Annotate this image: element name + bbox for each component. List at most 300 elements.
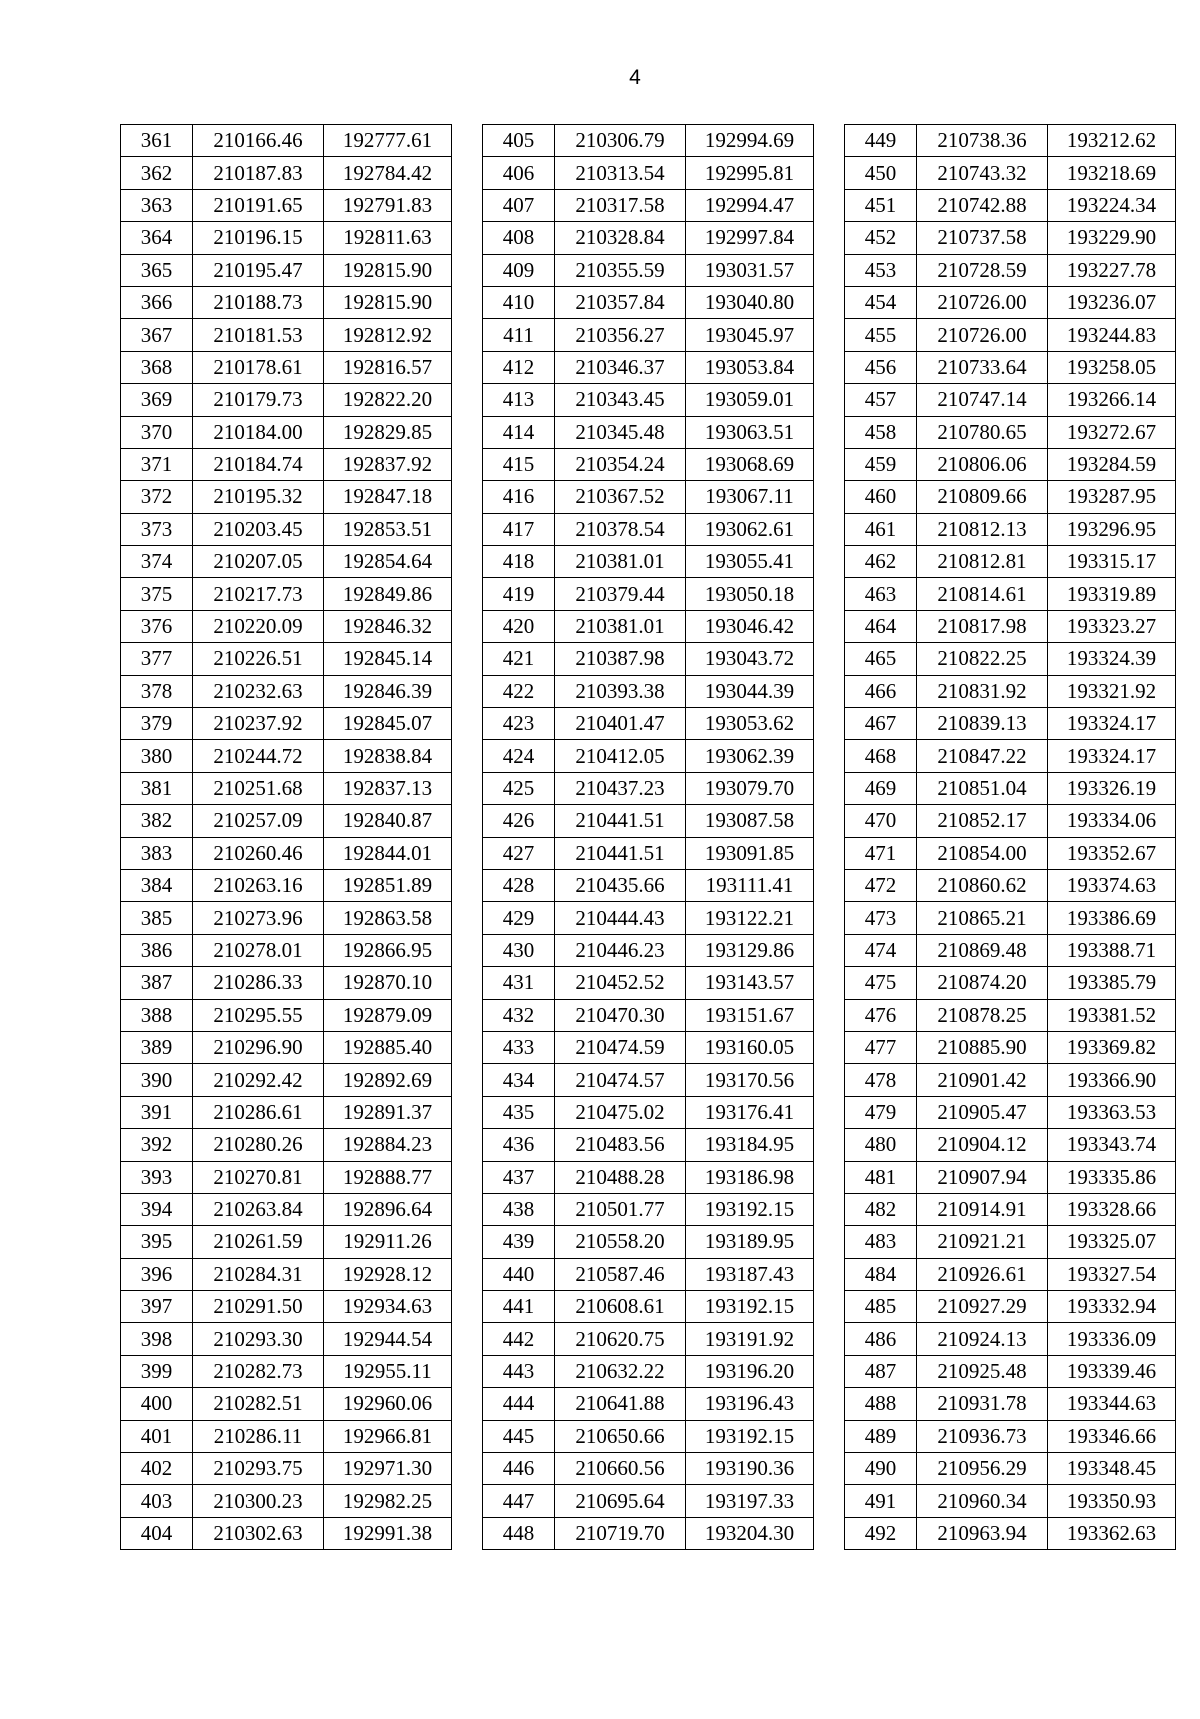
table-row <box>121 1161 452 1193</box>
x-coordinate-cell: 210355.59 <box>555 254 686 286</box>
x-coordinate-cell: 210854.00 <box>917 837 1048 869</box>
table-row <box>845 1064 1176 1096</box>
x-coordinate-cell: 210904.12 <box>917 1129 1048 1161</box>
x-coordinate-cell: 210226.51 <box>193 643 324 675</box>
y-coordinate-cell: 192784.42 <box>324 157 452 189</box>
table-row <box>121 1355 452 1387</box>
point-number-cell: 433 <box>483 1031 555 1063</box>
point-number-cell: 492 <box>845 1517 917 1549</box>
point-number-cell: 424 <box>483 740 555 772</box>
table-row <box>845 1420 1176 1452</box>
y-coordinate-cell: 193197.33 <box>686 1485 814 1517</box>
table-row <box>845 999 1176 1031</box>
point-number-cell: 423 <box>483 708 555 740</box>
table-row <box>483 481 814 513</box>
point-number-cell: 404 <box>121 1517 193 1549</box>
y-coordinate-cell: 193325.07 <box>1048 1226 1176 1258</box>
point-number-cell: 377 <box>121 643 193 675</box>
x-coordinate-cell: 210207.05 <box>193 546 324 578</box>
table-row <box>121 1485 452 1517</box>
x-coordinate-cell: 210641.88 <box>555 1388 686 1420</box>
y-coordinate-cell: 193363.53 <box>1048 1096 1176 1128</box>
table-row <box>483 513 814 545</box>
table-row <box>121 1031 452 1063</box>
table-row <box>483 1420 814 1452</box>
point-number-cell: 429 <box>483 902 555 934</box>
point-number-cell: 435 <box>483 1096 555 1128</box>
y-coordinate-cell: 192879.09 <box>324 999 452 1031</box>
y-coordinate-cell: 193327.54 <box>1048 1258 1176 1290</box>
y-coordinate-cell: 193143.57 <box>686 967 814 999</box>
table-row <box>483 319 814 351</box>
x-coordinate-cell: 210286.61 <box>193 1096 324 1128</box>
x-coordinate-cell: 210632.22 <box>555 1355 686 1387</box>
table-row <box>483 448 814 480</box>
y-coordinate-cell: 193191.92 <box>686 1323 814 1355</box>
x-coordinate-cell: 210885.90 <box>917 1031 1048 1063</box>
y-coordinate-cell: 192863.58 <box>324 902 452 934</box>
table-row <box>121 254 452 286</box>
table-row <box>483 643 814 675</box>
point-number-cell: 469 <box>845 772 917 804</box>
y-coordinate-cell: 193344.63 <box>1048 1388 1176 1420</box>
y-coordinate-cell: 193321.92 <box>1048 675 1176 707</box>
table-row <box>845 643 1176 675</box>
y-coordinate-cell: 193196.20 <box>686 1355 814 1387</box>
point-number-cell: 406 <box>483 157 555 189</box>
y-coordinate-cell: 193346.66 <box>1048 1420 1176 1452</box>
y-coordinate-cell: 192896.64 <box>324 1193 452 1225</box>
x-coordinate-cell: 210302.63 <box>193 1517 324 1549</box>
y-coordinate-cell: 193258.05 <box>1048 351 1176 383</box>
x-coordinate-cell: 210293.30 <box>193 1323 324 1355</box>
point-number-cell: 472 <box>845 869 917 901</box>
table-row <box>845 157 1176 189</box>
point-number-cell: 439 <box>483 1226 555 1258</box>
x-coordinate-cell: 210401.47 <box>555 708 686 740</box>
y-coordinate-cell: 192892.69 <box>324 1064 452 1096</box>
y-coordinate-cell: 193386.69 <box>1048 902 1176 934</box>
y-coordinate-cell: 192846.39 <box>324 675 452 707</box>
table-row <box>483 157 814 189</box>
y-coordinate-cell: 192853.51 <box>324 513 452 545</box>
table-row <box>121 513 452 545</box>
table-row <box>121 740 452 772</box>
x-coordinate-cell: 210220.09 <box>193 610 324 642</box>
table-row <box>483 772 814 804</box>
x-coordinate-cell: 210393.38 <box>555 675 686 707</box>
point-number-cell: 425 <box>483 772 555 804</box>
table-row <box>483 286 814 318</box>
x-coordinate-cell: 210203.45 <box>193 513 324 545</box>
table-row <box>121 481 452 513</box>
x-coordinate-cell: 210446.23 <box>555 934 686 966</box>
x-coordinate-cell: 210195.47 <box>193 254 324 286</box>
table-row <box>121 416 452 448</box>
table-row <box>845 1031 1176 1063</box>
point-number-cell: 370 <box>121 416 193 448</box>
y-coordinate-cell: 192997.84 <box>686 222 814 254</box>
point-number-cell: 361 <box>121 125 193 157</box>
x-coordinate-cell: 210831.92 <box>917 675 1048 707</box>
point-number-cell: 411 <box>483 319 555 351</box>
point-number-cell: 465 <box>845 643 917 675</box>
y-coordinate-cell: 192885.40 <box>324 1031 452 1063</box>
point-number-cell: 434 <box>483 1064 555 1096</box>
x-coordinate-cell: 210184.74 <box>193 448 324 480</box>
y-coordinate-cell: 193176.41 <box>686 1096 814 1128</box>
x-coordinate-cell: 210328.84 <box>555 222 686 254</box>
x-coordinate-cell: 210474.59 <box>555 1031 686 1063</box>
table-row <box>845 1291 1176 1323</box>
x-coordinate-cell: 210747.14 <box>917 384 1048 416</box>
point-number-cell: 489 <box>845 1420 917 1452</box>
x-coordinate-cell: 210367.52 <box>555 481 686 513</box>
y-coordinate-cell: 192812.92 <box>324 319 452 351</box>
x-coordinate-cell: 210293.75 <box>193 1453 324 1485</box>
table-row <box>121 869 452 901</box>
y-coordinate-cell: 193324.17 <box>1048 708 1176 740</box>
table-row <box>845 319 1176 351</box>
x-coordinate-cell: 210296.90 <box>193 1031 324 1063</box>
table-row <box>845 546 1176 578</box>
point-number-cell: 443 <box>483 1355 555 1387</box>
x-coordinate-cell: 210620.75 <box>555 1323 686 1355</box>
table-row <box>483 416 814 448</box>
table-row <box>845 513 1176 545</box>
table-row <box>483 546 814 578</box>
table-row <box>845 869 1176 901</box>
y-coordinate-cell: 192991.38 <box>324 1517 452 1549</box>
y-coordinate-cell: 193079.70 <box>686 772 814 804</box>
point-number-cell: 365 <box>121 254 193 286</box>
y-coordinate-cell: 192811.63 <box>324 222 452 254</box>
point-number-cell: 382 <box>121 805 193 837</box>
x-coordinate-cell: 210284.31 <box>193 1258 324 1290</box>
point-number-cell: 436 <box>483 1129 555 1161</box>
x-coordinate-cell: 210237.92 <box>193 708 324 740</box>
x-coordinate-cell: 210232.63 <box>193 675 324 707</box>
y-coordinate-cell: 193323.27 <box>1048 610 1176 642</box>
y-coordinate-cell: 192955.11 <box>324 1355 452 1387</box>
point-number-cell: 458 <box>845 416 917 448</box>
point-number-cell: 479 <box>845 1096 917 1128</box>
y-coordinate-cell: 193381.52 <box>1048 999 1176 1031</box>
point-number-cell: 373 <box>121 513 193 545</box>
table-row <box>121 902 452 934</box>
y-coordinate-cell: 193266.14 <box>1048 384 1176 416</box>
point-number-cell: 438 <box>483 1193 555 1225</box>
coordinate-table-2 <box>482 124 814 1550</box>
y-coordinate-cell: 192851.89 <box>324 869 452 901</box>
x-coordinate-cell: 210441.51 <box>555 837 686 869</box>
x-coordinate-cell: 210381.01 <box>555 610 686 642</box>
x-coordinate-cell: 210814.61 <box>917 578 1048 610</box>
table-row <box>483 708 814 740</box>
table-row <box>483 384 814 416</box>
y-coordinate-cell: 193339.46 <box>1048 1355 1176 1387</box>
x-coordinate-cell: 210470.30 <box>555 999 686 1031</box>
x-coordinate-cell: 210738.36 <box>917 125 1048 157</box>
y-coordinate-cell: 193388.71 <box>1048 934 1176 966</box>
table-row <box>121 708 452 740</box>
point-number-cell: 376 <box>121 610 193 642</box>
y-coordinate-cell: 193224.34 <box>1048 189 1176 221</box>
point-number-cell: 388 <box>121 999 193 1031</box>
y-coordinate-cell: 193190.36 <box>686 1453 814 1485</box>
point-number-cell: 415 <box>483 448 555 480</box>
point-number-cell: 432 <box>483 999 555 1031</box>
x-coordinate-cell: 210587.46 <box>555 1258 686 1290</box>
y-coordinate-cell: 193332.94 <box>1048 1291 1176 1323</box>
point-number-cell: 394 <box>121 1193 193 1225</box>
table-row <box>845 675 1176 707</box>
point-number-cell: 363 <box>121 189 193 221</box>
point-number-cell: 457 <box>845 384 917 416</box>
x-coordinate-cell: 210812.81 <box>917 546 1048 578</box>
y-coordinate-cell: 193170.56 <box>686 1064 814 1096</box>
table-row <box>845 448 1176 480</box>
point-number-cell: 417 <box>483 513 555 545</box>
x-coordinate-cell: 210869.48 <box>917 934 1048 966</box>
table-row <box>845 1388 1176 1420</box>
table-row <box>121 578 452 610</box>
y-coordinate-cell: 193031.57 <box>686 254 814 286</box>
table-row <box>121 1129 452 1161</box>
x-coordinate-cell: 210907.94 <box>917 1161 1048 1193</box>
point-number-cell: 383 <box>121 837 193 869</box>
y-coordinate-cell: 193272.67 <box>1048 416 1176 448</box>
point-number-cell: 488 <box>845 1388 917 1420</box>
y-coordinate-cell: 192837.13 <box>324 772 452 804</box>
point-number-cell: 399 <box>121 1355 193 1387</box>
y-coordinate-cell: 193055.41 <box>686 546 814 578</box>
point-number-cell: 451 <box>845 189 917 221</box>
point-number-cell: 486 <box>845 1323 917 1355</box>
x-coordinate-cell: 210874.20 <box>917 967 1048 999</box>
point-number-cell: 431 <box>483 967 555 999</box>
y-coordinate-cell: 192844.01 <box>324 837 452 869</box>
y-coordinate-cell: 193352.67 <box>1048 837 1176 869</box>
y-coordinate-cell: 193059.01 <box>686 384 814 416</box>
table-row <box>483 125 814 157</box>
y-coordinate-cell: 192928.12 <box>324 1258 452 1290</box>
y-coordinate-cell: 193189.95 <box>686 1226 814 1258</box>
point-number-cell: 464 <box>845 610 917 642</box>
y-coordinate-cell: 193374.63 <box>1048 869 1176 901</box>
x-coordinate-cell: 210822.25 <box>917 643 1048 675</box>
x-coordinate-cell: 210166.46 <box>193 125 324 157</box>
table-row <box>483 1226 814 1258</box>
point-number-cell: 400 <box>121 1388 193 1420</box>
x-coordinate-cell: 210743.32 <box>917 157 1048 189</box>
y-coordinate-cell: 193296.95 <box>1048 513 1176 545</box>
x-coordinate-cell: 210282.51 <box>193 1388 324 1420</box>
y-coordinate-cell: 192934.63 <box>324 1291 452 1323</box>
x-coordinate-cell: 210257.09 <box>193 805 324 837</box>
table-row <box>121 1064 452 1096</box>
x-coordinate-cell: 210914.91 <box>917 1193 1048 1225</box>
y-coordinate-cell: 193236.07 <box>1048 286 1176 318</box>
x-coordinate-cell: 210412.05 <box>555 740 686 772</box>
table-row <box>845 1355 1176 1387</box>
x-coordinate-cell: 210650.66 <box>555 1420 686 1452</box>
table-row <box>845 1129 1176 1161</box>
point-number-cell: 466 <box>845 675 917 707</box>
x-coordinate-cell: 210286.33 <box>193 967 324 999</box>
x-coordinate-cell: 210306.79 <box>555 125 686 157</box>
table-row <box>121 805 452 837</box>
y-coordinate-cell: 192994.69 <box>686 125 814 157</box>
point-number-cell: 455 <box>845 319 917 351</box>
point-number-cell: 385 <box>121 902 193 934</box>
x-coordinate-cell: 210300.23 <box>193 1485 324 1517</box>
point-number-cell: 412 <box>483 351 555 383</box>
x-coordinate-cell: 210379.44 <box>555 578 686 610</box>
table-row <box>483 189 814 221</box>
y-coordinate-cell: 193204.30 <box>686 1517 814 1549</box>
y-coordinate-cell: 193324.39 <box>1048 643 1176 675</box>
y-coordinate-cell: 193192.15 <box>686 1420 814 1452</box>
table-row <box>483 934 814 966</box>
table-row <box>845 578 1176 610</box>
x-coordinate-cell: 210847.22 <box>917 740 1048 772</box>
table-row <box>483 254 814 286</box>
y-coordinate-cell: 192815.90 <box>324 254 452 286</box>
point-number-cell: 485 <box>845 1291 917 1323</box>
y-coordinate-cell: 193284.59 <box>1048 448 1176 480</box>
point-number-cell: 490 <box>845 1453 917 1485</box>
x-coordinate-cell: 210852.17 <box>917 805 1048 837</box>
point-number-cell: 381 <box>121 772 193 804</box>
point-number-cell: 427 <box>483 837 555 869</box>
x-coordinate-cell: 210921.21 <box>917 1226 1048 1258</box>
y-coordinate-cell: 193184.95 <box>686 1129 814 1161</box>
x-coordinate-cell: 210936.73 <box>917 1420 1048 1452</box>
x-coordinate-cell: 210217.73 <box>193 578 324 610</box>
x-coordinate-cell: 210346.37 <box>555 351 686 383</box>
coordinate-table-1 <box>120 124 452 1550</box>
table-row <box>845 1517 1176 1549</box>
point-number-cell: 474 <box>845 934 917 966</box>
x-coordinate-cell: 210925.48 <box>917 1355 1048 1387</box>
table-row <box>845 805 1176 837</box>
y-coordinate-cell: 193287.95 <box>1048 481 1176 513</box>
x-coordinate-cell: 210726.00 <box>917 319 1048 351</box>
table-row <box>483 902 814 934</box>
x-coordinate-cell: 210733.64 <box>917 351 1048 383</box>
table-row <box>483 1323 814 1355</box>
table-row <box>845 125 1176 157</box>
x-coordinate-cell: 210263.84 <box>193 1193 324 1225</box>
point-number-cell: 379 <box>121 708 193 740</box>
x-coordinate-cell: 210286.11 <box>193 1420 324 1452</box>
table-row <box>483 1161 814 1193</box>
table-row <box>845 481 1176 513</box>
point-number-cell: 462 <box>845 546 917 578</box>
y-coordinate-cell: 192846.32 <box>324 610 452 642</box>
point-number-cell: 448 <box>483 1517 555 1549</box>
point-number-cell: 468 <box>845 740 917 772</box>
x-coordinate-cell: 210483.56 <box>555 1129 686 1161</box>
x-coordinate-cell: 210295.55 <box>193 999 324 1031</box>
table-row <box>121 351 452 383</box>
x-coordinate-cell: 210926.61 <box>917 1258 1048 1290</box>
y-coordinate-cell: 193062.39 <box>686 740 814 772</box>
y-coordinate-cell: 193187.43 <box>686 1258 814 1290</box>
y-coordinate-cell: 192911.26 <box>324 1226 452 1258</box>
point-number-cell: 368 <box>121 351 193 383</box>
point-number-cell: 364 <box>121 222 193 254</box>
table-row <box>845 254 1176 286</box>
y-coordinate-cell: 192838.84 <box>324 740 452 772</box>
y-coordinate-cell: 193192.15 <box>686 1291 814 1323</box>
table-row <box>121 1388 452 1420</box>
point-number-cell: 396 <box>121 1258 193 1290</box>
x-coordinate-cell: 210726.00 <box>917 286 1048 318</box>
point-number-cell: 369 <box>121 384 193 416</box>
y-coordinate-cell: 192840.87 <box>324 805 452 837</box>
y-coordinate-cell: 193336.09 <box>1048 1323 1176 1355</box>
table-row <box>845 416 1176 448</box>
table-row <box>483 222 814 254</box>
table-row <box>121 222 452 254</box>
point-number-cell: 392 <box>121 1129 193 1161</box>
point-number-cell: 459 <box>845 448 917 480</box>
point-number-cell: 421 <box>483 643 555 675</box>
y-coordinate-cell: 193229.90 <box>1048 222 1176 254</box>
point-number-cell: 483 <box>845 1226 917 1258</box>
point-number-cell: 430 <box>483 934 555 966</box>
x-coordinate-cell: 210851.04 <box>917 772 1048 804</box>
y-coordinate-cell: 192888.77 <box>324 1161 452 1193</box>
point-number-cell: 374 <box>121 546 193 578</box>
y-coordinate-cell: 192845.07 <box>324 708 452 740</box>
point-number-cell: 444 <box>483 1388 555 1420</box>
point-number-cell: 386 <box>121 934 193 966</box>
x-coordinate-cell: 210280.26 <box>193 1129 324 1161</box>
table-row <box>483 1193 814 1225</box>
coordinate-table-3 <box>844 124 1176 1550</box>
table-row <box>845 286 1176 318</box>
x-coordinate-cell: 210244.72 <box>193 740 324 772</box>
point-number-cell: 378 <box>121 675 193 707</box>
point-number-cell: 398 <box>121 1323 193 1355</box>
table-row <box>121 1258 452 1290</box>
point-number-cell: 442 <box>483 1323 555 1355</box>
x-coordinate-cell: 210381.01 <box>555 546 686 578</box>
point-number-cell: 453 <box>845 254 917 286</box>
x-coordinate-cell: 210317.58 <box>555 189 686 221</box>
point-number-cell: 446 <box>483 1453 555 1485</box>
table-row <box>483 805 814 837</box>
y-coordinate-cell: 192854.64 <box>324 546 452 578</box>
y-coordinate-cell: 193315.17 <box>1048 546 1176 578</box>
y-coordinate-cell: 193067.11 <box>686 481 814 513</box>
point-number-cell: 387 <box>121 967 193 999</box>
y-coordinate-cell: 193129.86 <box>686 934 814 966</box>
y-coordinate-cell: 193111.41 <box>686 869 814 901</box>
table-row <box>121 934 452 966</box>
y-coordinate-cell: 193044.39 <box>686 675 814 707</box>
table-row <box>845 772 1176 804</box>
point-number-cell: 375 <box>121 578 193 610</box>
y-coordinate-cell: 192829.85 <box>324 416 452 448</box>
table-row <box>845 902 1176 934</box>
x-coordinate-cell: 210960.34 <box>917 1485 1048 1517</box>
y-coordinate-cell: 193334.06 <box>1048 805 1176 837</box>
page-number: 4 <box>629 66 641 89</box>
